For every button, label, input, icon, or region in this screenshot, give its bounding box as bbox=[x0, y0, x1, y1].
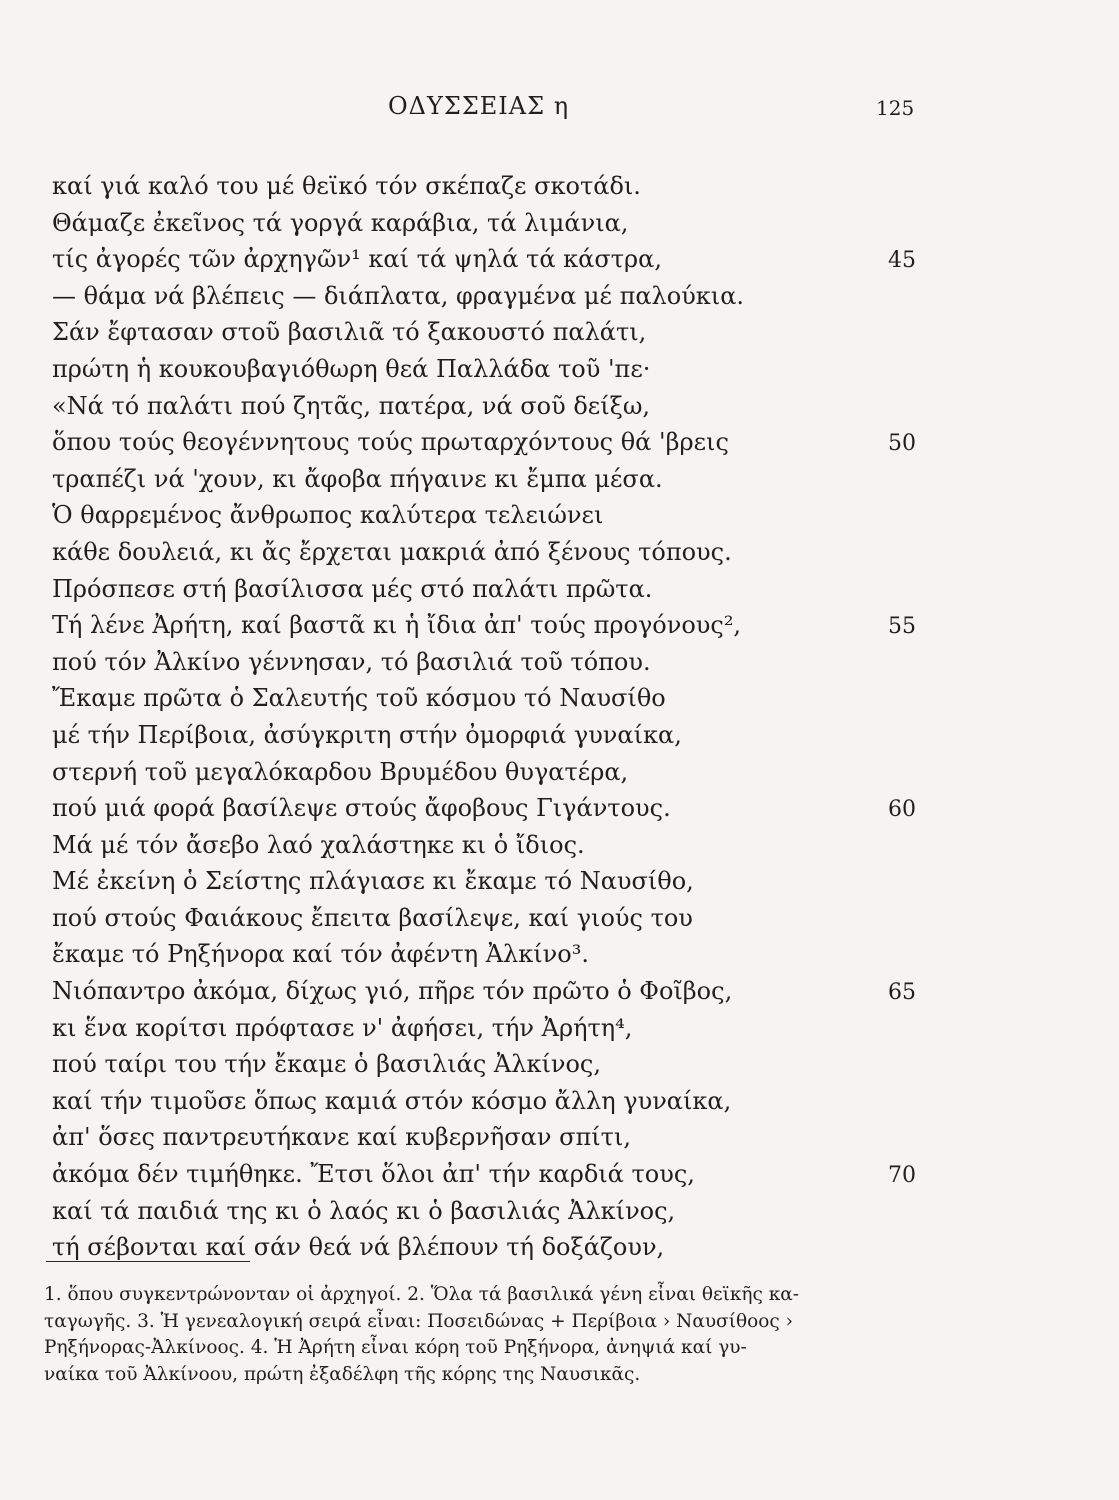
verse-text: κι ἕνα κορίτσι πρόφτασε ν' ἀφήσει, τήν Ἀρήτη⁴, bbox=[52, 1013, 633, 1042]
verse-text: καί τήν τιμοῦσε ὅπως καμιά στόν κόσμο ἄλλη γυναίκα, bbox=[52, 1086, 732, 1115]
footnote-line: ναίκα τοῦ Ἀλκίνοου, πρώτη ἐξαδέλφη τῆς κόρης της Ναυσικᾶς. bbox=[44, 1363, 641, 1385]
verse-text: πού ταίρι του τήν ἔκαμε ὁ βασιλιάς Ἀλκίνος, bbox=[52, 1050, 601, 1079]
verse-line bbox=[52, 644, 922, 681]
verse-text: ἀκόμα δέν τιμήθηκε. Ἔτσι ὅλοι ἀπ' τήν καρδιά τους, bbox=[52, 1160, 695, 1189]
verse-line bbox=[52, 1119, 922, 1156]
verse-text: ὅπου τούς θεογέννητους τούς πρωταρχόντους θά 'βρεις bbox=[52, 428, 729, 457]
running-title: ΟΔΥΣΣΕΙΑΣ η bbox=[388, 92, 570, 120]
verse-text: Ἔκαμε πρῶτα ὁ Σαλευτής τοῦ κόσμου τό Ναυσίθο bbox=[52, 684, 666, 713]
footnote-line: Ρηξήνορας-Ἀλκίνοος. 4. Ἡ Ἀρήτη εἶναι κόρη τοῦ Ρηξήνορα, ἀνηψιά καί γυ- bbox=[44, 1337, 747, 1358]
verse-text: ἔκαμε τό Ρηξήνορα καί τόν ἀφέντη Ἀλκίνο³. bbox=[52, 940, 589, 969]
verse-line bbox=[52, 790, 922, 827]
verse-line bbox=[52, 205, 922, 242]
verse-line bbox=[52, 607, 922, 644]
verse-line bbox=[52, 424, 922, 461]
verse-line bbox=[52, 1083, 922, 1120]
verse-text: Θάμαζε ἐκεῖνος τά γοργά καράβια, τά λιμάνια, bbox=[52, 208, 629, 237]
verse-line bbox=[52, 388, 922, 425]
footnote-line: 1. ὅπου συγκεντρώνονταν οἱ ἀρχηγοί. 2. Ὅλα τά βασιλικά γένη εἶναι θεϊκῆς κα- bbox=[44, 1284, 800, 1305]
verse-line bbox=[52, 900, 922, 937]
verse-line bbox=[52, 241, 922, 278]
verse-text: πού τόν Ἀλκίνο γέννησαν, τό βασιλιά τοῦ τόπου. bbox=[52, 647, 651, 676]
verse-text: καί τά παιδιά της κι ὁ λαός κι ὁ βασιλιάς Ἀλκίνος, bbox=[52, 1196, 676, 1225]
verse-text: Πρόσπεσε στή βασίλισσα μές στό παλάτι πρῶτα. bbox=[52, 574, 653, 603]
verse-line bbox=[52, 497, 922, 534]
line-number: 50 bbox=[888, 431, 916, 457]
verse-text: ἀπ' ὅσες παντρευτήκανε καί κυβερνῆσαν σπίτι, bbox=[52, 1123, 631, 1152]
verse-text: Μά μέ τόν ἄσεβο λαό χαλάστηκε κι ὁ ἴδιος. bbox=[52, 830, 585, 859]
verse-text: Νιόπαντρο ἀκόμα, δίχως γιό, πῆρε τόν πρῶτο ὁ Φοῖβος, bbox=[52, 977, 733, 1006]
verse-line bbox=[52, 571, 922, 608]
verse-text: πρώτη ἡ κουκουβαγιόθωρη θεά Παλλάδα τοῦ 'πε· bbox=[52, 354, 651, 383]
footnotes bbox=[44, 1282, 910, 1388]
verse-line bbox=[52, 314, 922, 351]
verse-line bbox=[52, 534, 922, 571]
verse-text: Τή λένε Ἀρήτη, καί βαστᾶ κι ἡ ἴδια ἀπ' τούς προγόνους², bbox=[52, 611, 742, 640]
page-number: 125 bbox=[876, 96, 915, 120]
verse-text: τή σέβονται καί σάν θεά νά βλέπουν τή δοξάζουν, bbox=[52, 1233, 665, 1262]
footnote-divider bbox=[46, 1261, 250, 1262]
verse-text: τραπέζι νά 'χουν, κι ἄφοβα πήγαινε κι ἔμπα μέσα. bbox=[52, 464, 663, 493]
verse-text: μέ τήν Περίβοια, ἀσύγκριτη στήν ὀμορφιά γυναίκα, bbox=[52, 720, 682, 749]
verse-block bbox=[52, 168, 922, 1266]
verse-line bbox=[52, 680, 922, 717]
verse-text: καί γιά καλό του μέ θεϊκό τόν σκέπαζε σκοτάδι. bbox=[52, 172, 641, 200]
verse-text: Μέ ἐκείνη ὁ Σείστης πλάγιασε κι ἔκαμε τό Ναυσίθο, bbox=[52, 867, 694, 896]
verse-line bbox=[52, 936, 922, 973]
verse-text: πού μιά φορά βασίλεψε στούς ἄφοβους Γιγάντους. bbox=[52, 794, 671, 823]
verse-text: Σάν ἔφτασαν στοῦ βασιλιᾶ τό ξακουστό παλάτι, bbox=[52, 318, 647, 347]
verse-line bbox=[52, 168, 922, 205]
verse-text: κάθε δουλειά, κι ἄς ἔρχεται μακριά ἀπό ξένους τόπους. bbox=[52, 537, 732, 566]
page-header bbox=[0, 92, 1119, 132]
line-number: 70 bbox=[888, 1163, 916, 1189]
verse-text: τίς ἀγορές τῶν ἀρχηγῶν¹ καί τά ψηλά τά κάστρα, bbox=[52, 245, 662, 274]
verse-line bbox=[52, 1046, 922, 1083]
verse-text: Ὁ θαρρεμένος ἄνθρωπος καλύτερα τελειώνει bbox=[52, 501, 604, 530]
verse-line bbox=[52, 461, 922, 498]
line-number: 45 bbox=[888, 248, 916, 274]
verse-line bbox=[52, 863, 922, 900]
line-number: 60 bbox=[888, 797, 916, 823]
verse-line bbox=[52, 1010, 922, 1047]
verse-line bbox=[52, 973, 922, 1010]
verse-line bbox=[52, 1193, 922, 1230]
verse-text: «Νά τό παλάτι πού ζητᾶς, πατέρα, νά σοῦ δείξω, bbox=[52, 391, 651, 420]
verse-text: — θάμα νά βλέπεις — διάπλατα, φραγμένα μέ παλούκια. bbox=[52, 281, 745, 310]
line-number: 65 bbox=[888, 980, 916, 1006]
verse-line bbox=[52, 827, 922, 864]
verse-text: πού στούς Φαιάκους ἔπειτα βασίλεψε, καί γιούς του bbox=[52, 903, 693, 932]
verse-line bbox=[52, 278, 922, 315]
verse-line bbox=[52, 717, 922, 754]
verse-text: στερνή τοῦ μεγαλόκαρδου Βρυμέδου θυγατέρα, bbox=[52, 757, 629, 786]
footnote-line: ταγωγῆς. 3. Ἡ γενεαλογική σειρά εἶναι: Ποσειδώνας + Περίβοια › Ναυσίθοος › bbox=[44, 1310, 793, 1332]
verse-line bbox=[52, 351, 922, 388]
verse-line bbox=[52, 754, 922, 791]
line-number: 55 bbox=[888, 614, 916, 640]
verse-line bbox=[52, 1156, 922, 1193]
